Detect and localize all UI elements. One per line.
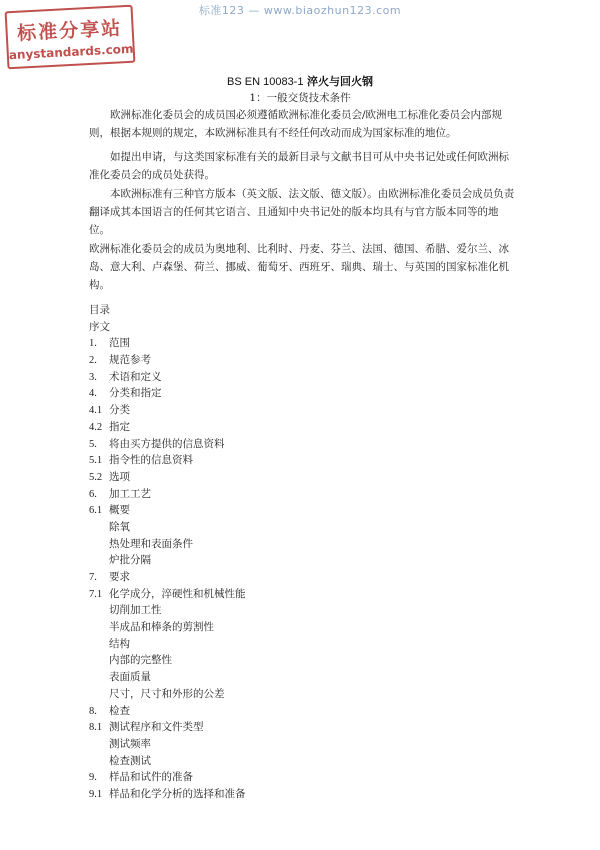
toc-item: [89, 385, 519, 402]
toc-item-label: 检查: [109, 704, 130, 717]
toc-item-number: 5.1: [89, 455, 103, 467]
toc-item-label: 指令性的信息资料: [109, 454, 193, 467]
toc-item-label: 样品和化学分析的选择和准备: [109, 787, 246, 800]
toc-item: [89, 469, 519, 486]
toc-item: [89, 636, 519, 653]
toc-item-label: 范围: [109, 337, 130, 350]
toc-item-label: 加工工艺: [109, 487, 151, 500]
toc-item-label: 选项: [109, 470, 130, 483]
toc-item-number: 7.1: [89, 588, 103, 600]
toc-item: [89, 369, 519, 386]
toc-item-number: 2.: [89, 355, 97, 367]
toc-item-label: 指定: [109, 420, 130, 433]
toc-item-label: 热处理和表面条件: [109, 537, 193, 550]
toc-item: [89, 586, 519, 603]
toc-item: [89, 652, 519, 669]
toc-item-label: 样品和试件的准备: [109, 771, 193, 784]
toc-item: [89, 753, 519, 770]
toc-item-label: 切削加工性: [109, 604, 162, 617]
toc-item: [89, 519, 519, 536]
toc-item: [89, 352, 519, 369]
standard-code: BS EN 10083-1: [227, 76, 304, 88]
toc-item-label: 术语和定义: [109, 370, 162, 383]
toc-item-number: 6.: [89, 488, 97, 500]
toc-item: [89, 703, 519, 720]
toc-item: [89, 719, 519, 736]
toc-item-number: 9.: [89, 772, 97, 784]
toc-item-label: 测试程序和文件类型: [109, 721, 204, 734]
toc-item: [89, 769, 519, 786]
toc-item-label: 分类和指定: [109, 387, 162, 400]
toc-item-label: 表面质量: [109, 671, 151, 684]
toc-item-number: 8.: [89, 705, 97, 717]
toc-item-number: 8.1: [89, 722, 103, 734]
toc-item-label: 结构: [109, 637, 130, 650]
paragraph-members: 欧洲标准化委员会的成员为奥地利、比利时、丹麦、芬兰、法国、德国、希腊、爱尔兰、冰岛、意大利、卢森堡、荷兰、挪威、葡萄牙、西班牙、瑞典、瑞士、与英国的国家标准化机构。: [89, 243, 509, 291]
toc-item-label: 分类: [109, 404, 130, 417]
toc-item: [89, 786, 519, 803]
toc-item-label: 除氧: [109, 520, 130, 533]
toc-item: [89, 569, 519, 586]
toc-item: [89, 335, 519, 352]
toc-item-label: 检查测试: [109, 754, 151, 767]
toc-item: [89, 452, 519, 469]
toc-item: [89, 686, 519, 703]
toc-item: [89, 402, 519, 419]
toc-item-label: 炉批分隔: [109, 554, 151, 567]
toc-item-number: 1.: [89, 338, 97, 350]
toc-item: [89, 602, 519, 619]
toc-item-number: 5.: [89, 438, 97, 450]
toc-item: [89, 619, 519, 636]
toc-item-number: 4.: [89, 388, 97, 400]
toc-item: [89, 552, 519, 569]
table-of-contents: [89, 302, 519, 803]
toc-item: [89, 502, 519, 519]
toc-item-label: 化学成分，淬硬性和机械性能: [109, 587, 246, 600]
toc-item: [89, 319, 519, 336]
toc-item: [89, 669, 519, 686]
toc-item-label: 序文: [89, 320, 110, 333]
toc-item-label: 测试频率: [109, 737, 151, 750]
paragraph-versions: 本欧洲标准有三种官方版本（英文版、法文版、德文版）。由欧洲标准化委员会成员负责翻译成其本国语言的任何其它语言、且通知中央书记处的版本均具有与官方版本同等的地位。: [89, 188, 515, 236]
toc-item-label: 概要: [109, 504, 130, 517]
toc-item: [89, 736, 519, 753]
toc-item: [89, 486, 519, 503]
toc-title: 目录: [89, 304, 110, 316]
toc-item: [89, 436, 519, 453]
document-title: [0, 73, 600, 89]
toc-item-number: 4.1: [89, 405, 103, 417]
standard-name: 淬火与回火钢: [306, 75, 373, 88]
toc-item-number: 7.: [89, 572, 97, 583]
stamp-text-cn: 标准分享站: [16, 17, 123, 45]
stamp-text-en: anystandards.com: [8, 41, 134, 63]
toc-list: [89, 319, 519, 803]
paragraph-catalog: 如提出申请，与这类国家标准有关的最新目录与文献书目可从中央书记处或任何欧洲标准化委员会的成员处获得。: [89, 151, 509, 181]
toc-item-label: 半成品和棒条的剪割性: [109, 621, 214, 634]
toc-item-number: 9.1: [89, 788, 103, 800]
watermark-stamp: [5, 5, 136, 70]
toc-item-number: 3.: [89, 371, 97, 383]
document-subtitle: 1：一般交货技术条件: [249, 92, 351, 104]
toc-item: [89, 419, 519, 436]
toc-item-label: 规范参考: [109, 354, 151, 367]
watermark-url: 标准123 — www.biaozhun123.com: [198, 4, 402, 17]
toc-item-label: 将由买方提供的信息资料: [109, 437, 225, 450]
toc-item: [89, 536, 519, 553]
paragraph-membership: 欧洲标准化委员会的成员国必须遵循欧洲标准化委员会/欧洲电工标准化委员会内部规则，根据本规则的规定，本欧洲标准具有不经任何改动而成为国家标准的地位。: [89, 109, 503, 139]
toc-item-number: 4.2: [89, 421, 103, 433]
toc-item-number: 6.1: [89, 505, 103, 517]
toc-item-number: 5.2: [89, 471, 103, 483]
toc-item-label: 要求: [109, 571, 130, 583]
toc-item-label: 内部的完整性: [109, 654, 172, 667]
toc-item-label: 尺寸，尺寸和外形的公差: [109, 687, 225, 700]
